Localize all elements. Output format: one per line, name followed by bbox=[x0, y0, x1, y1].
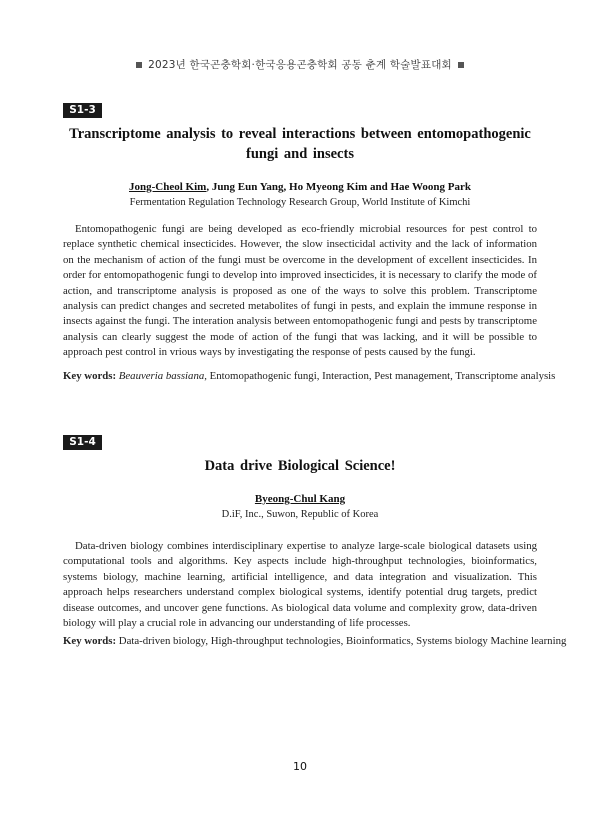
affiliation: D.iF, Inc., Suwon, Republic of Korea bbox=[221, 509, 379, 520]
conference-header bbox=[0, 57, 600, 72]
keywords-label: Key words: bbox=[63, 635, 117, 647]
title-line: Transcriptome analysis to reveal interactions between entomopathogenic bbox=[69, 126, 531, 142]
keywords bbox=[63, 634, 567, 648]
presenting-author: Byeong-Chul Kang bbox=[254, 493, 346, 505]
title-line: Data drive Biological Science! bbox=[204, 458, 396, 474]
abstract-text: Entomopathogenic fungi are being developed as eco-friendly microbial resources for pest control to replace synthetic chemical insecticides. However, the slow insecticidal activity and the lack of information on the mechanism of action of the fungi must be overcome in the development of excellent insecticides. In order for entomopathogenic fungi to develop into improved insecticides, it is necessary to clarify the mode of action, and transcriptome analysis is proposed as one of the ways to solve this problem. Transcriptome analysis can predict changes and secreted metabolites of fungi in pests, and explain the immune response in insects against the fungi. The interation analysis between entomopathogenic fungi and pests by transcriptome analysis can clearly suggest the mode of action of the fungi that was lacking, and it will be possible to approach pest control in vrious ways by investigating the response of pests caused by the fungi. bbox=[63, 223, 537, 359]
square-bullet-icon bbox=[458, 62, 464, 68]
keywords-label: Key words: bbox=[63, 370, 117, 382]
keyword-italic: Beauveria bassiana bbox=[118, 370, 205, 382]
conference-header-text: 2023년 한국곤충학회·한국응용곤충학회 공동 춘계 학술발표대회 bbox=[148, 59, 452, 71]
keywords-list: Data-driven biology, High-throughput technologies, Bioinformatics, Systems biology Machine learning bbox=[118, 635, 567, 647]
author-list bbox=[63, 493, 537, 505]
co-authors: , Jung Eun Yang, Ho Myeong Kim and Hae Woong Park bbox=[206, 181, 471, 193]
section-title bbox=[63, 124, 537, 164]
title-line: fungi and insects bbox=[246, 146, 354, 162]
keywords bbox=[63, 369, 556, 383]
section-badge: S1-3 bbox=[63, 103, 102, 118]
presenting-author: Jong-Cheol Kim bbox=[129, 181, 207, 193]
section-badge: S1-4 bbox=[63, 435, 102, 450]
author-list bbox=[63, 181, 537, 193]
section-title bbox=[63, 456, 537, 476]
keywords-list: , Entomopathogenic fungi, Interaction, Pest management, Transcriptome analysis bbox=[204, 370, 556, 382]
page-number: 10 bbox=[293, 760, 307, 773]
abstract-text: Data-driven biology combines interdisciplinary expertise to analyze large-scale biological datasets using computational tools and algorithms. Key aspects include high-throughput technologies, bioinformatics, systems biology, machine learning, artificial intelligence, and data integration and visualization. This approach helps researchers understand complex biological systems, identify potential drug targets, predict disease outcomes, and uncover gene functions. As biological data volume and complexity grow, data-driven biology will play a crucial role in advancing our understanding of life processes. bbox=[63, 540, 537, 630]
affiliation: Fermentation Regulation Technology Research Group, World Institute of Kimchi bbox=[129, 197, 471, 208]
square-bullet-icon bbox=[136, 62, 142, 68]
